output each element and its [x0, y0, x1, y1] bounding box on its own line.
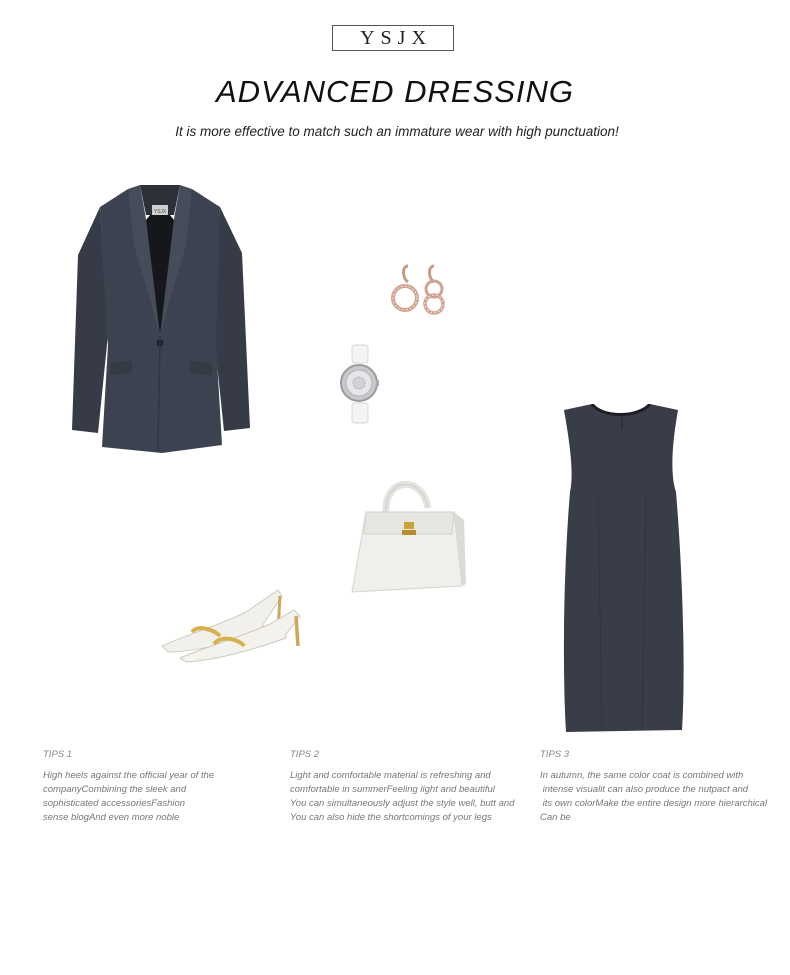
tips-1-line: companyCombining the sleek and — [43, 784, 187, 795]
earrings-image — [388, 262, 454, 318]
page-title: ADVANCED DRESSING — [215, 74, 575, 109]
tips-3-line: intense visualit can also produce the nutpact and — [540, 784, 749, 795]
watch-image — [340, 343, 380, 425]
tips-3-line: its own colorMake the entire design more hierarchical — [540, 798, 768, 809]
page-subtitle: It is more effective to match such an immature wear with high punctuation! — [175, 124, 619, 139]
tips-3 — [540, 749, 780, 825]
tips-2-title: TIPS 2 — [290, 749, 320, 760]
blazer-tag-text: YSJX — [153, 209, 167, 215]
tips-3-title: TIPS 3 — [540, 749, 570, 760]
tips-2 — [290, 749, 530, 825]
tips-2-line: comfortable in summerFeeling light and beautiful — [290, 784, 495, 795]
tips-1 — [43, 749, 283, 825]
blazer-image — [70, 185, 254, 455]
handbag-image — [346, 468, 468, 598]
tips-2-line: Light and comfortable material is refreshing and — [290, 770, 491, 781]
tips-1-line: sense blogAnd even more noble — [43, 812, 180, 823]
dress-image — [558, 404, 686, 736]
tips-1-title: TIPS 1 — [43, 749, 73, 760]
tips-2-line: You can simultaneously adjust the style well, butt and — [290, 798, 515, 809]
tips-2-line: You can also hide the shortcomings of your legs — [290, 812, 492, 823]
tips-1-line: sophisticated accessoriesFashion — [43, 798, 186, 809]
tips-1-line: High heels against the official year of the — [43, 770, 215, 781]
heels-image — [158, 584, 306, 666]
tips-3-line: In autumn, the same color coat is combined with — [540, 770, 744, 781]
brand-logo: YSJX — [332, 25, 454, 51]
tips-3-line: Can be — [540, 812, 571, 823]
